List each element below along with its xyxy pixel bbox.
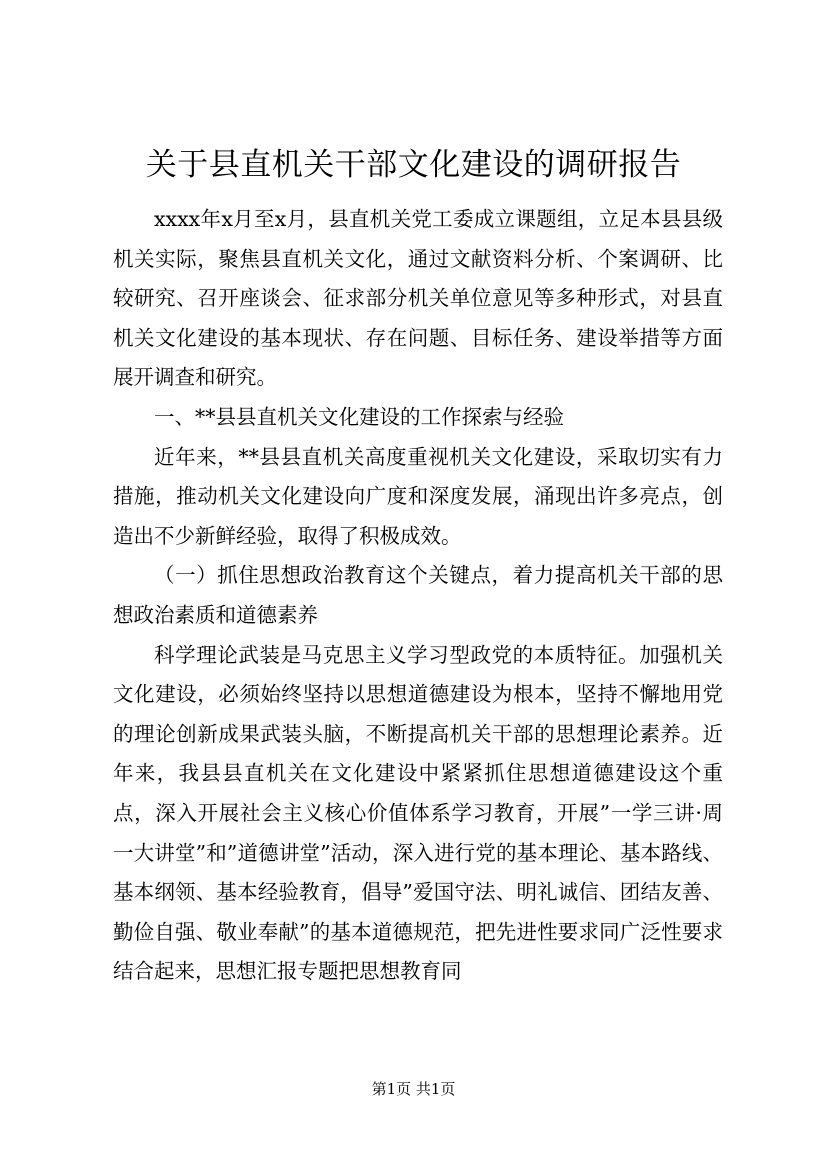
document-body bbox=[113, 200, 723, 992]
subsection-heading-1: （一）抓住思想政治教育这个关键点，着力提高机关干部的思想政治素质和道德素养 bbox=[113, 563, 723, 627]
paragraph-theory: 科学理论武装是马克思主义学习型政党的本质特征。加强机关文化建设，必须始终坚持以思想道德建设为根本，坚持不懈地用党的理论创新成果武装头脑，不断提高机关干部的思想理论素养。近年来，我县县直机关在文化建设中紧紧抓住思想道德建设这个重点，深入开展社会主义核心价值体系学习教育，开展”一学三讲·周一大讲堂”和”道德讲堂”活动，深入进行党的基本理论、基本路线、基本纲领、基本经验教育，倡导”爱国守法、明礼诚信、团结友善、勤俭自强、敬业奉献”的基本道德规范，把先进性要求同广泛性要求结合起来，思想汇报专题把思想教育同 bbox=[113, 642, 723, 984]
page-number-footer: 第1页 共1页 bbox=[371, 1080, 456, 1098]
paragraph-intro: xxxx年x月至x月，县直机关党工委成立课题组，立足本县县级机关实际，聚焦县直机关文化，通过文献资料分析、个案调研、比较研究、召开座谈会、征求部分机关单位意见等多种形式，对县直机关文化建设的基本现状、存在问题、目标任务、建设举措等方面展开调查和研究。 bbox=[113, 207, 723, 390]
section-heading-1: 一、**县县直机关文化建设的工作探索与经验 bbox=[154, 404, 564, 429]
paragraph-overview: 近年来，**县县直机关高度重视机关文化建设，采取切实有力措施，推动机关文化建设向广度和深度发展，涌现出许多亮点，创造出不少新鲜经验，取得了积极成效。 bbox=[113, 444, 723, 548]
document-title: 关于县直机关干部文化建设的调研报告 bbox=[145, 147, 682, 183]
